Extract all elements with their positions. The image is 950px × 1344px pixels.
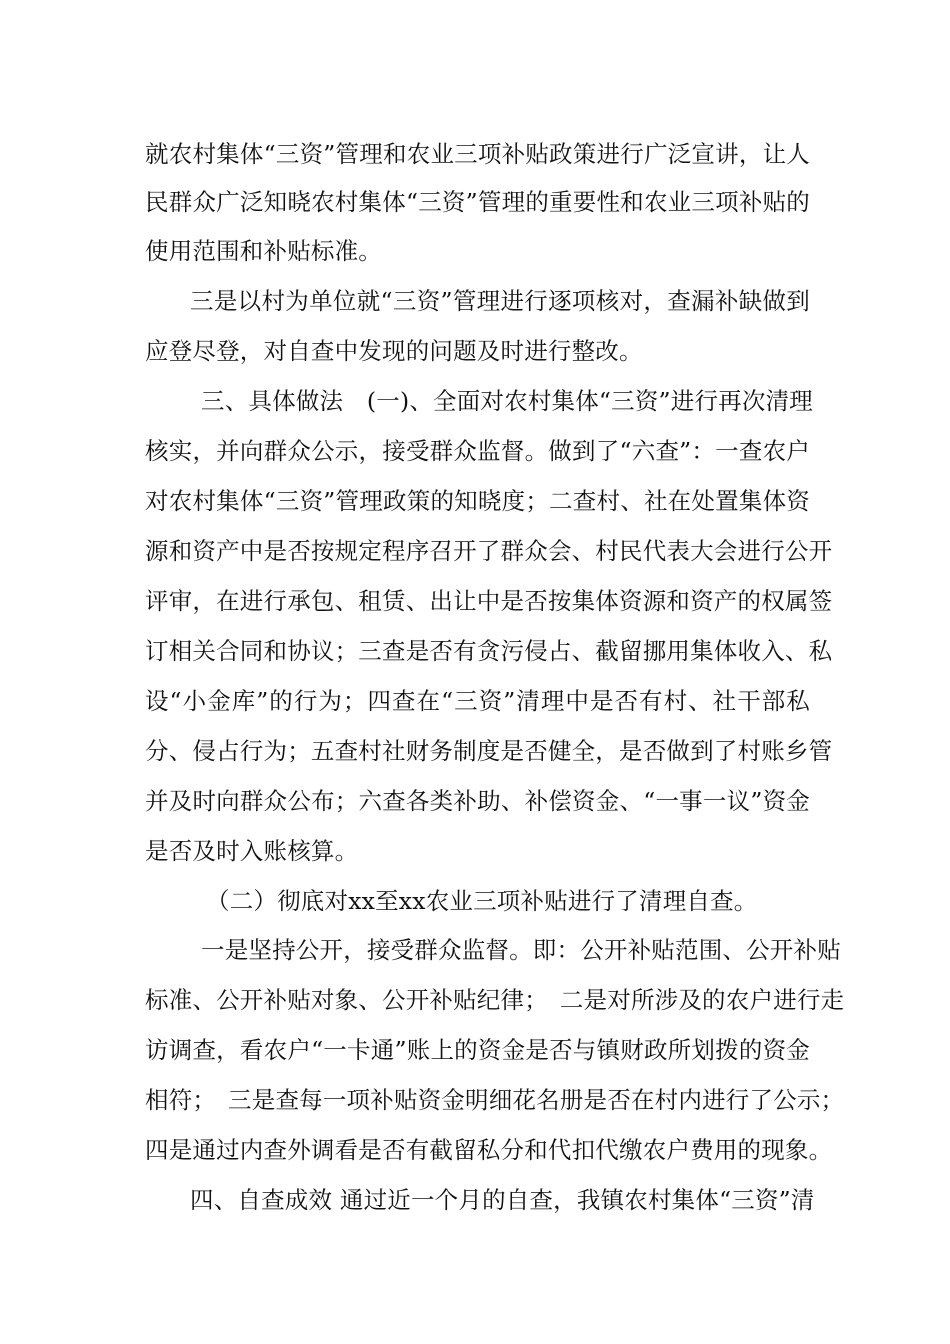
- text-line: 对农村集体“三资”管理政策的知晓度；二查村、社在处置集体资: [145, 487, 810, 515]
- text-line: 核实，并向群众公示，接受群众监督。做到了“六查”：一查农户: [145, 437, 810, 465]
- text-line: 是否及时入账核算。: [145, 837, 359, 865]
- text-line: 三是以村为单位就“三资”管理进行逐项核对，查漏补缺做到: [190, 287, 810, 315]
- text-line: 分、侵占行为；五查村社财务制度是否健全，是否做到了村账乡管: [145, 737, 833, 765]
- text-line: 相符； 三是查每一项补贴资金明细花名册是否在村内进行了公示；: [145, 1086, 845, 1114]
- text-line: 设“小金库”的行为；四查在“三资”清理中是否有村、社干部私: [145, 687, 810, 715]
- text-line: 就农村集体“三资”管理和农业三项补贴政策进行广泛宣讲，让人: [145, 140, 810, 168]
- text-line: 标准、公开补贴对象、公开补贴纪律； 二是对所涉及的农户进行走: [145, 986, 845, 1014]
- section-heading-line: 三、具体做法 (一)、全面对农村集体“三资”进行再次清理: [201, 387, 813, 415]
- text-line: 应登尽登，对自查中发现的问题及时进行整改。: [145, 337, 643, 365]
- text-line: 使用范围和补贴标准。: [145, 237, 382, 265]
- text-line: 并及时向群众公布；六查各类补助、补偿资金、“一事一议”资金: [145, 787, 810, 815]
- subsection-heading-line: （二）彻底对xx至xx农业三项补贴进行了清理自查。: [206, 887, 758, 915]
- text-line: 源和资产中是否按规定程序召开了群众会、村民代表大会进行公开: [145, 537, 833, 565]
- text-line: 一是坚持公开，接受群众监督。即：公开补贴范围、公开补贴: [201, 936, 841, 964]
- text-line: 四是通过内查外调看是否有截留私分和代扣代缴农户费用的现象。: [145, 1136, 833, 1164]
- text-line: 评审，在进行承包、租赁、出让中是否按集体资源和资产的权属签: [145, 587, 833, 615]
- text-line: 访调查，看农户“一卡通”账上的资金是否与镇财政所划拨的资金: [145, 1036, 810, 1064]
- text-line: 订相关合同和协议；三查是否有贪污侵占、截留挪用集体收入、私: [145, 637, 833, 665]
- text-line: 民群众广泛知晓农村集体“三资”管理的重要性和农业三项补贴的: [145, 188, 810, 216]
- section-heading-line: 四、自查成效 通过近一个月的自查，我镇农村集体“三资”清: [190, 1186, 815, 1214]
